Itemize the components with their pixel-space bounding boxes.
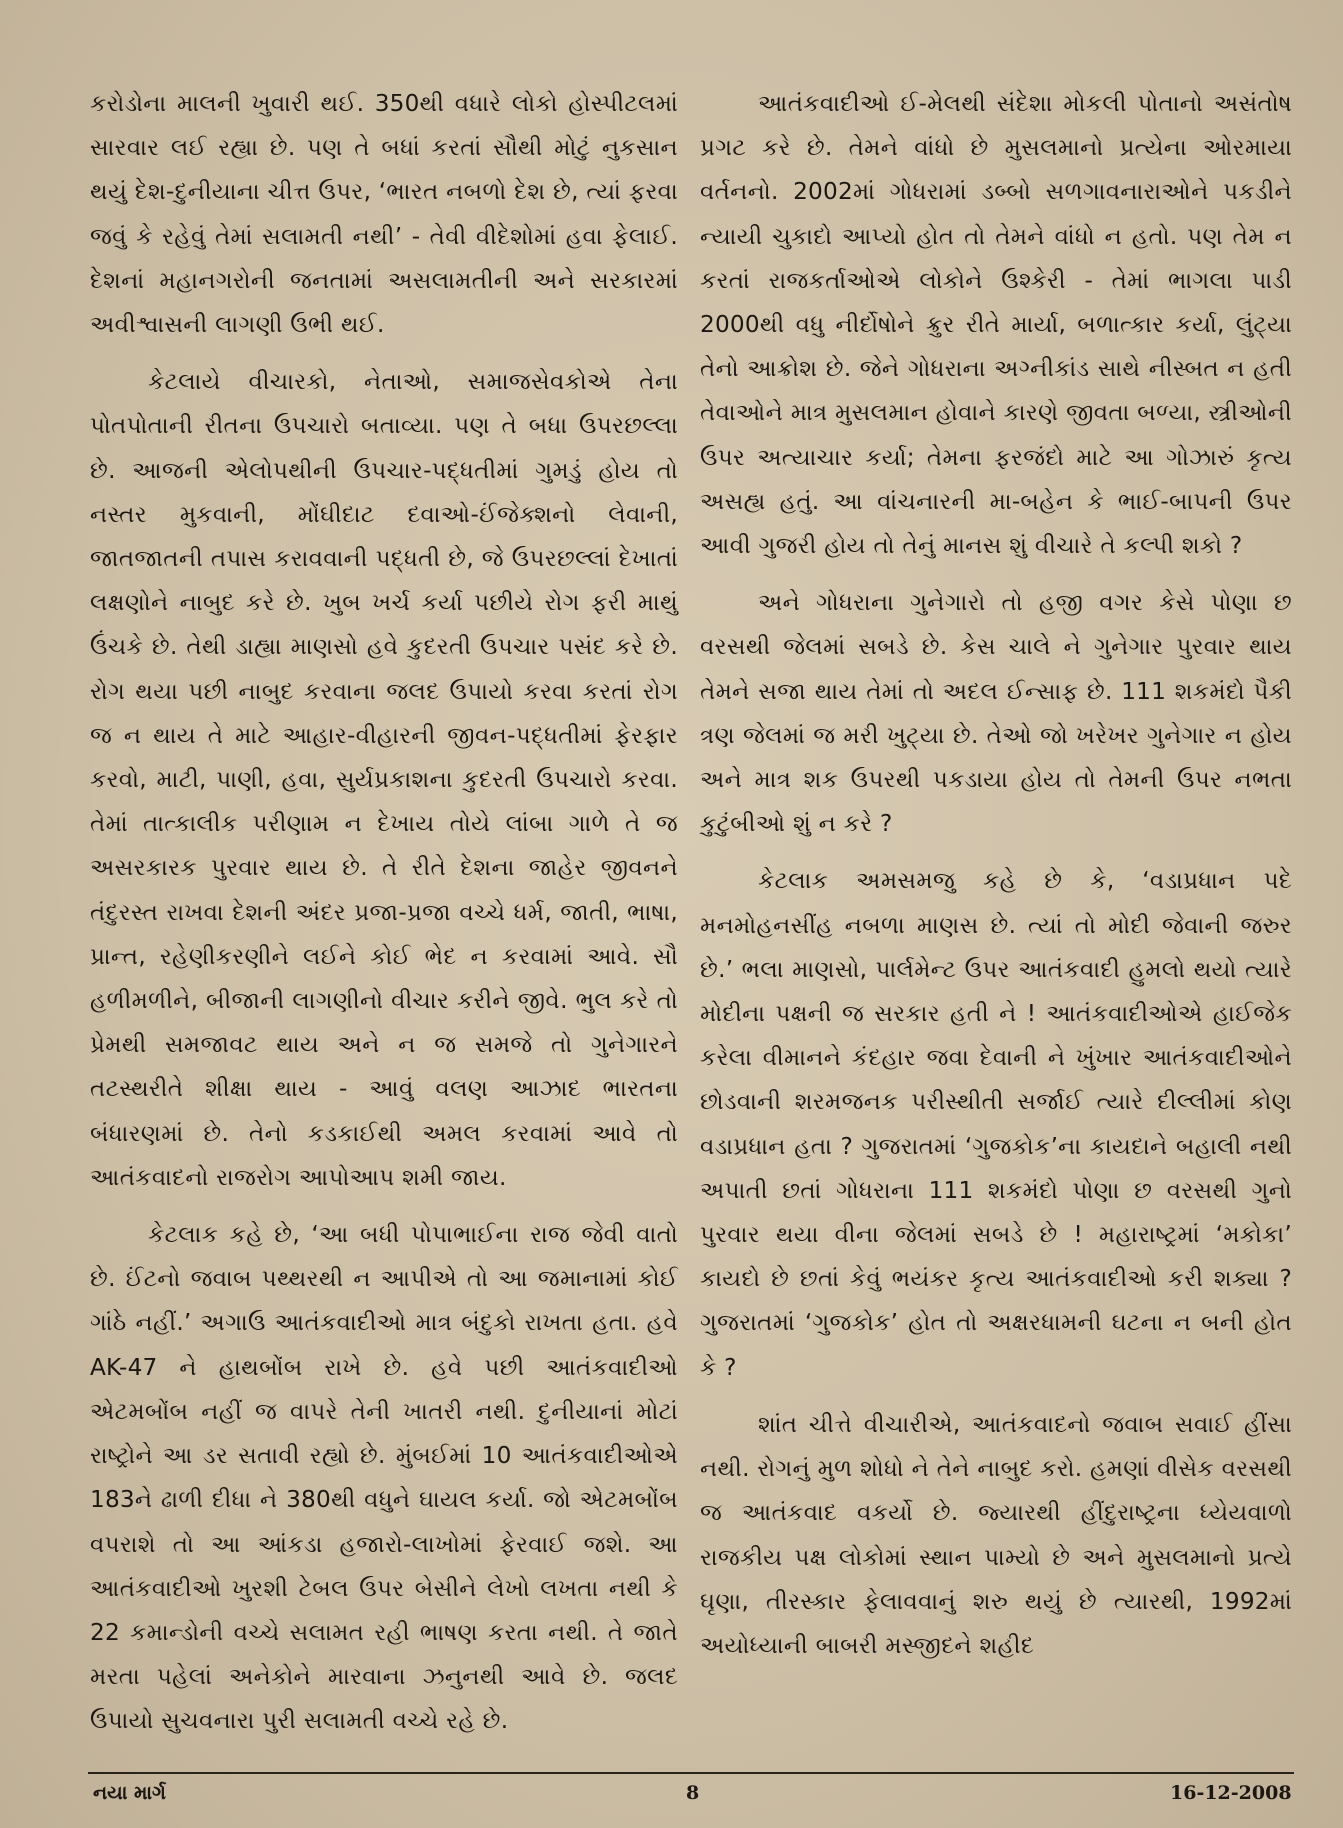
- left-paragraph-3: કેટલાક કહે છે, ‘આ બધી પોપાભાઈના રાજ જેવી વાતો છે. ઈંટનો જવાબ પથ્થરથી ન આપીએ તો આ જમાનામાં કોઈ ગાંઠે નહીં.’ અગાઉ આતંકવાદીઓ માત્ર બંદુકો રાખતા હતા. હવે AK-47 ને હાથબોંબ રાખે છે. હવે પછી આતંકવાદીઓ એટમબોંબ નહીં જ વાપરે તેની ખાતરી નથી. દુનીયાનાં મોટાં રાષ્ટ્રોને આ ડર સતાવી રહ્યો છે. મુંબઈમાં 10 આતંકવાદીઓએ 183ને ઢાળી દીધા ને 380થી વધુને ઘાયલ કર્યા. જો એટમબોંબ વપરાશે તો આ આંકડા હજારો-લાખોમાં ફેરવાઈ જશે. આ આતંકવાદીઓ ખુરશી ટેબલ ઉપર બેસીને લેખો લખતા નથી કે 22 કમાન્ડોની વચ્ચે સલામત રહી ભાષણ કરતા નથી. તે જાતે મરતા પહેલાં અનેકોને મારવાના ઝનુનથી આવે છે. જલદ ઉપાયો સુચવનારા પુરી સલામતી વચ્ચે રહે છે.: [90, 1221, 678, 1735]
- footer-publication-name: નયા માર્ગ: [93, 1782, 166, 1804]
- footer-page-number: 8: [686, 1782, 700, 1804]
- left-column: [90, 82, 678, 1757]
- right-column: [700, 82, 1292, 1681]
- footer-date: 16-12-2008: [1170, 1782, 1292, 1804]
- right-paragraph-2: અને ગોધરાના ગુનેગારો તો હજી વગર કેસે પોણા છ વરસથી જેલમાં સબડે છે. કેસ ચાલે ને ગુનેગાર પુરવાર થાય તેમને સજા થાય તેમાં તો અદલ ઈન્સાફ છે. 111 શકમંદો પૈકી ત્રણ જેલમાં જ મરી ખુટ્યા છે. તેઓ જો ખરેખર ગુનેગાર ન હોય અને માત્ર શક ઉપરથી પકડાયા હોય તો તેમની ઉપર નભતા કુટુંબીઓ શું ન કરે ?: [700, 589, 1292, 838]
- left-paragraph-1: કરોડોના માલની ખુવારી થઈ. 350થી વધારે લોકો હોસ્પીટલમાં સારવાર લઈ રહ્યા છે. પણ તે બધાં કરતાં સૌથી મોટું નુકસાન થયું દેશ-દુનીયાના ચીત્ત ઉપર, ‘ભારત નબળો દેશ છે, ત્યાં ફરવા જવું કે રહેવું તેમાં સલામતી નથી’ - તેવી વીદેશોમાં હવા ફેલાઈ. દેશનાં મહાનગરોની જનતામાં અસલામતીની અને સરકારમાં અવીશ્વાસની લાગણી ઉભી થઈ.: [90, 90, 678, 339]
- right-paragraph-3: કેટલાક અમસમજુ કહે છે કે, ‘વડાપ્રધાન પદે મનમોહનસીંહ નબળા માણસ છે. ત્યાં તો મોદી જેવાની જરુર છે.’ ભલા માણસો, પાર્લમેન્ટ ઉપર આતંકવાદી હુમલો થયો ત્યારે મોદીના પક્ષની જ સરકાર હતી ને ! આતંકવાદીઓએ હાઈજેક કરેલા વીમાનને કંદહાર જવા દેવાની ને ખુંખાર આતંકવાદીઓને છોડવાની શરમજનક પરીસ્થીતી સર્જાઈ ત્યારે દીલ્લીમાં કોણ વડાપ્રધાન હતા ? ગુજરાતમાં ‘ગુજકોક’ના કાયદાને બહાલી નથી અપાતી છતાં ગોધરાના 111 શકમંદો પોણા છ વરસથી ગુનો પુરવાર થયા વીના જેલમાં સબડે છે ! મહારાષ્ટ્રમાં ‘મકોકા’ કાયદો છે છતાં કેવું ભયંકર કૃત્ય આતંકવાદીઓ કરી શક્યા ? ગુજરાતમાં ‘ગુજકોક’ હોત તો અક્ષરધામની ઘટના ન બની હોત કે ?: [700, 867, 1292, 1381]
- right-paragraph-4: શાંત ચીત્તે વીચારીએ, આતંકવાદનો જવાબ સવાઈ હીંસા નથી. રોગનું મુળ શોધો ને તેને નાબુદ કરો. હમણાં વીસેક વરસથી જ આતંકવાદ વકર્યો છે. જ્યારથી હીંદુરાષ્ટ્રના ધ્યેયવાળો રાજકીય પક્ષ લોકોમાં સ્થાન પામ્યો છે અને મુસલમાનો પ્રત્યે ઘૃણા, તીરસ્કાર ફેલાવવાનું શરુ થયું છે ત્યારથી, 1992માં અયોધ્યાની બાબરી મસ્જીદને શહીદ: [700, 1410, 1292, 1659]
- right-paragraph-1: આતંકવાદીઓ ઈ-મેલથી સંદેશા મોકલી પોતાનો અસંતોષ પ્રગટ કરે છે. તેમને વાંધો છે મુસલમાનો પ્રત્યેના ઓરમાયા વર્તનનો. 2002માં ગોધરામાં ડબ્બો સળગાવનારાઓને પકડીને ન્યાયી ચુકાદો આપ્યો હોત તો તેમને વાંધો ન હતો. પણ તેમ ન કરતાં રાજકર્તાઓએ લોકોને ઉશ્કેરી - તેમાં ભાગલા પાડી 2000થી વધુ નીર્દોષોને ક્રુર રીતે માર્યા, બળાત્કાર કર્યા, લુંટ્યા તેનો આક્રોશ છે. જેને ગોધરાના અગ્નીકાંડ સાથે નીસ્બત ન હતી તેવાઓને માત્ર મુસલમાન હોવાને કારણે જીવતા બળ્યા, સ્ત્રીઓની ઉપર અત્યાચાર કર્યા; તેમના ફરજંદો માટે આ ગોઝારું કૃત્ય અસહ્ય હતું. આ વાંચનારની મા-બહેન કે ભાઈ-બાપની ઉપર આવી ગુજરી હોય તો તેનું માનસ શું વીચારે તે કલ્પી શકો ?: [700, 90, 1292, 560]
- footer-divider: [88, 1772, 1294, 1774]
- left-paragraph-2: કેટલાયે વીચારકો, નેતાઓ, સમાજસેવકોએ તેના પોતપોતાની રીતના ઉપચારો બતાવ્યા. પણ તે બધા ઉપરછલ્લા છે. આજની એલોપથીની ઉપચાર-પદ્ધતીમાં ગુમડું હોય તો નસ્તર મુકવાની, મોંઘીદાટ દવાઓ-ઈંજેક્શનો લેવાની, જાતજાતની તપાસ કરાવવાની પદ્ધતી છે, જે ઉપરછલ્લાં દેખાતાં લક્ષણોને નાબુદ કરે છે. ખુબ ખર્ચ કર્યા પછીયે રોગ ફરી માથું ઉંચકે છે. તેથી ડાહ્યા માણસો હવે કુદરતી ઉપચાર પસંદ કરે છે. રોગ થયા પછી નાબુદ કરવાના જલદ ઉપાયો કરવા કરતાં રોગ જ ન થાય તે માટે આહાર-વીહારની જીવન-પદ્ધતીમાં ફેરફાર કરવો, માટી, પાણી, હવા, સુર્યપ્રકાશના કુદરતી ઉપચારો કરવા. તેમાં તાત્કાલીક પરીણામ ન દેખાય તોયે લાંબા ગાળે તે જ અસરકારક પુરવાર થાય છે. તે રીતે દેશના જાહેર જીવનને તંદુરસ્ત રાખવા દેશની અંદર પ્રજા-પ્રજા વચ્ચે ધર્મ, જાતી, ભાષા, પ્રાન્ત, રહેણીકરણીને લઈને કોઈ ભેદ ન કરવામાં આવે. સૌ હળીમળીને, બીજાની લાગણીનો વીચાર કરીને જીવે. ભુલ કરે તો પ્રેમથી સમજાવટ થાય અને ન જ સમજે તો ગુનેગારને તટસ્થરીતે શીક્ષા થાય - આવું વલણ આઝાદ ભારતના બંધારણમાં છે. તેનો કડકાઈથી અમલ કરવામાં આવે તો આતંકવાદનો રાજરોગ આપોઆપ શમી જાય.: [90, 368, 678, 1191]
